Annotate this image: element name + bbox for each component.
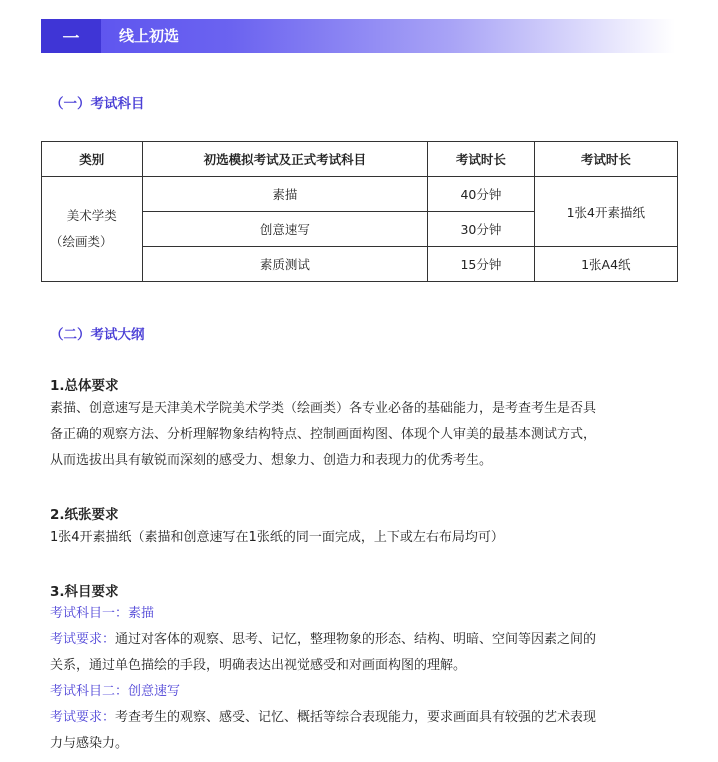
general-line3: 从而选拔出具有敏锐而深刻的感受力、想象力、创造力和表现力的优秀考生。 <box>50 453 493 468</box>
header-subject: 初选模拟考试及正式考试科目 <box>142 142 428 177</box>
table-row <box>42 177 678 212</box>
general-line2: 备正确的观察方法、分析理解物象结构特点、控制画面构图、体现个人审美的最基本测试方式， <box>50 427 597 442</box>
header-category: 类别 <box>42 142 143 177</box>
subject2-requirement-text: 考查考生的观察、感受、记忆、概括等综合表现能力，要求画面具有较强的艺术表现 <box>115 710 597 725</box>
general-title: 1.总体要求 <box>50 378 119 394</box>
category-line1: 美术学类 <box>66 208 117 223</box>
subject2-requirement-line1 <box>50 706 596 730</box>
duration-cell: 15分钟 <box>428 247 535 282</box>
category-cell <box>42 177 143 282</box>
subject-cell: 素描 <box>142 177 428 212</box>
subjects-title: 3.科目要求 <box>50 584 119 600</box>
paper-cell: 1张A4纸 <box>534 247 677 282</box>
subject1-requirement-text: 通过对客体的观察、思考、记忆，整理物象的形态、结构、明暗、空间等因素之间的 <box>115 632 597 647</box>
banner-title: 线上初选 <box>119 27 180 45</box>
paper-text: 1张4开素描纸（素描和创意速写在1张纸的同一面完成，上下或左右布局均可） <box>50 530 504 545</box>
section-banner <box>41 19 675 53</box>
banner-number: 一 <box>41 19 101 53</box>
paper-cell: 1张4开素描纸 <box>534 177 677 247</box>
category-line2: （绘画类） <box>50 234 113 249</box>
header-duration: 考试时长 <box>428 142 535 177</box>
duration-cell: 30分钟 <box>428 212 535 247</box>
subject1-requirement-line1 <box>50 628 596 652</box>
header-duration-2: 考试时长 <box>534 142 677 177</box>
section2-title: （二）考试大纲 <box>50 327 145 343</box>
general-line1: 素描、创意速写是天津美术学院美术学类（绘画类）各专业必备的基础能力，是考查考生是否具 <box>50 401 597 416</box>
subject1-requirement-line2: 关系，通过单色描绘的手段，明确表达出视觉感受和对画面构图的理解。 <box>50 658 467 673</box>
exam-subjects-table <box>41 141 678 282</box>
duration-cell: 40分钟 <box>428 177 535 212</box>
section1-title: （一）考试科目 <box>50 96 145 112</box>
table-header-row <box>42 142 678 177</box>
subject2-requirement-line2: 力与感染力。 <box>50 736 129 751</box>
subject1-label: 考试科目一：素描 <box>50 606 155 621</box>
paper-title: 2.纸张要求 <box>50 507 119 523</box>
subject2-requirement-label: 考试要求： <box>50 710 116 725</box>
subject1-requirement-label: 考试要求： <box>50 632 116 647</box>
subject2-label: 考试科目二：创意速写 <box>50 684 181 699</box>
subject-cell: 素质测试 <box>142 247 428 282</box>
subject-cell: 创意速写 <box>142 212 428 247</box>
